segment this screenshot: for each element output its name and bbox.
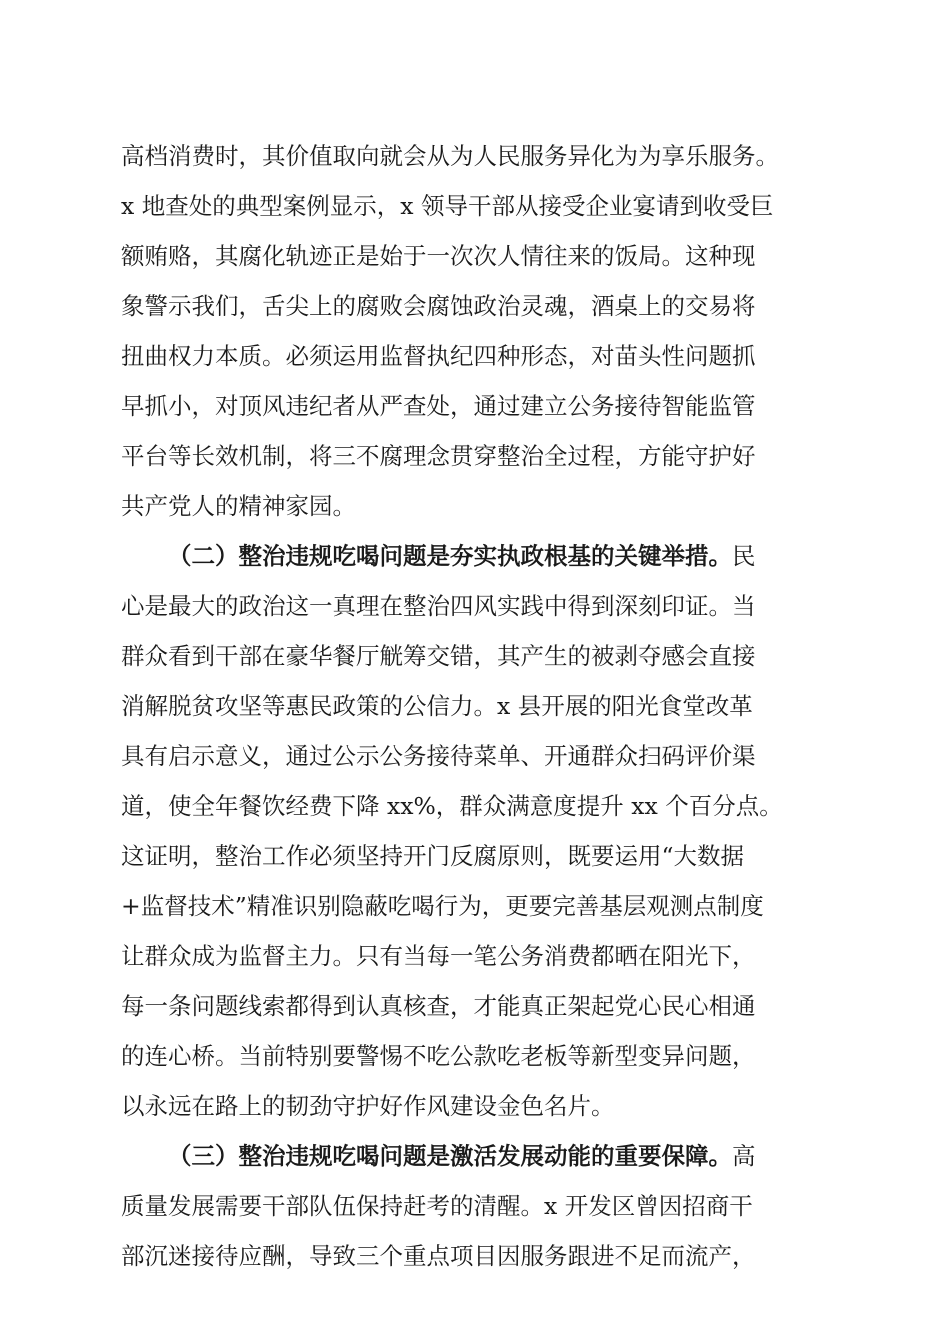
section-2-heading: （二）整治违规吃喝问题是夯实执政根基的关键举措。 xyxy=(168,542,732,570)
paragraph-line: 早抓小，对顶风违纪者从严查处，通过建立公务接待智能监管 xyxy=(121,392,756,420)
section-2-heading-tail: 民 xyxy=(732,542,756,570)
section-3-heading: （三）整治违规吃喝问题是激活发展动能的重要保障。 xyxy=(168,1142,732,1170)
section-3-first-line xyxy=(168,1140,841,1172)
paragraph-line: 扭曲权力本质。必须运用监督执纪四种形态，对苗头性问题抓 xyxy=(121,342,756,370)
paragraph-line: 具有启示意义，通过公示公务接待菜单、开通群众扫码评价渠 xyxy=(121,742,756,770)
paragraph-line: 象警示我们，舌尖上的腐败会腐蚀政治灵魂，酒桌上的交易将 xyxy=(121,292,756,320)
paragraph-line: 共产党人的精神家园。 xyxy=(121,492,356,520)
paragraph-line: 消解脱贫攻坚等惠民政策的公信力。x 县开展的阳光食堂改革 xyxy=(121,692,753,720)
paragraph-line: +监督技术”精准识别隐蔽吃喝行为，更要完善基层观测点制度 xyxy=(121,892,764,920)
paragraph-line: 道，使全年餐饮经费下降 xx%，群众满意度提升 xx 个百分点。 xyxy=(121,792,783,820)
paragraph-line: 心是最大的政治这一真理在整治四风实践中得到深刻印证。当 xyxy=(121,592,756,620)
section-2-first-line xyxy=(168,540,841,572)
paragraph-line: 让群众成为监督主力。只有当每一笔公务消费都晒在阳光下， xyxy=(121,942,756,970)
paragraph-line: x 地查处的典型案例显示，x 领导干部从接受企业宴请到收受巨 xyxy=(121,192,774,220)
paragraph-line: 平台等长效机制，将三不腐理念贯穿整治全过程，方能守护好 xyxy=(121,442,756,470)
paragraph-line: 质量发展需要干部队伍保持赶考的清醒。x 开发区曾因招商干 xyxy=(121,1192,753,1220)
paragraph-line: 额贿赂，其腐化轨迹正是始于一次次人情往来的饭局。这种现 xyxy=(121,242,756,270)
paragraph-line: 每一条问题线索都得到认真核查，才能真正架起党心民心相通 xyxy=(121,992,756,1020)
section-3-heading-tail: 高 xyxy=(732,1142,756,1170)
paragraph-line: 群众看到干部在豪华餐厅觥筹交错，其产生的被剥夺感会直接 xyxy=(121,642,756,670)
paragraph-line: 以永远在路上的韧劲守护好作风建设金色名片。 xyxy=(121,1092,615,1120)
paragraph-line: 部沉迷接待应酬，导致三个重点项目因服务跟进不足而流产， xyxy=(121,1242,756,1270)
paragraph-line: 的连心桥。当前特别要警惕不吃公款吃老板等新型变异问题， xyxy=(121,1042,756,1070)
paragraph-line: 这证明，整治工作必须坚持开门反腐原则，既要运用“大数据 xyxy=(121,842,745,870)
paragraph-line: 高档消费时，其价值取向就会从为人民服务异化为为享乐服务。 xyxy=(121,142,779,170)
